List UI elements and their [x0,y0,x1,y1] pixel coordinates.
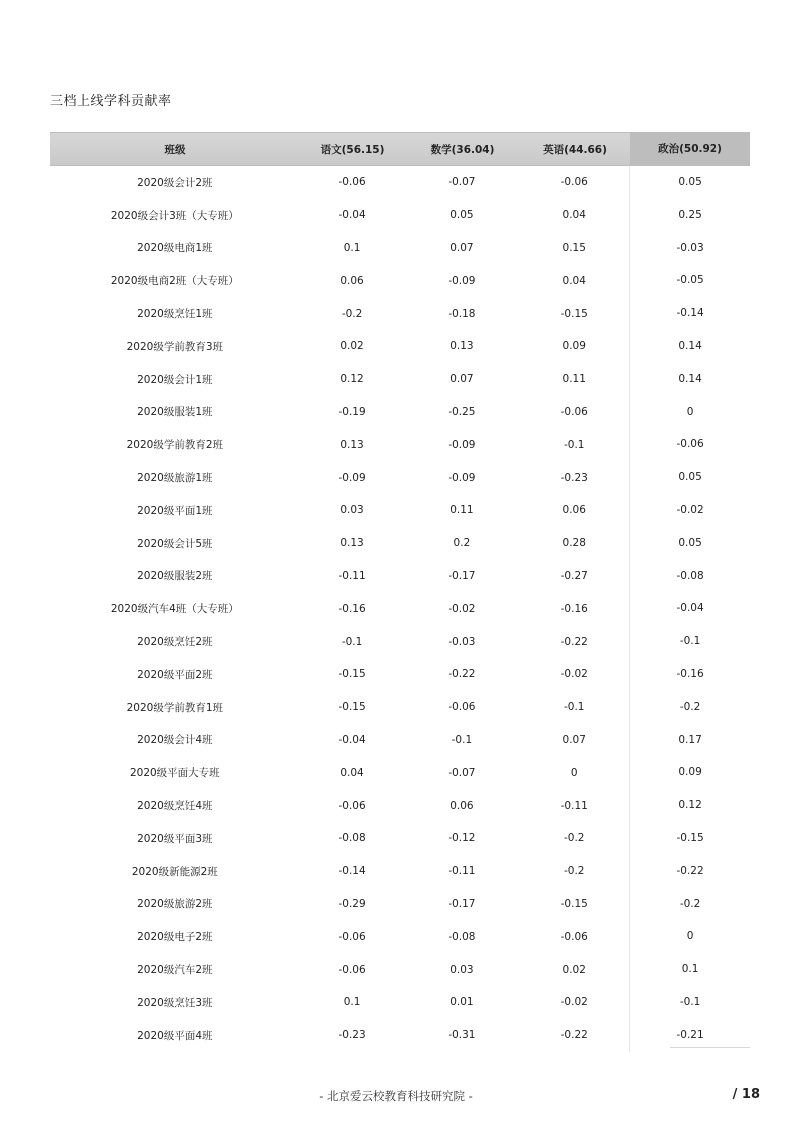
header-english: 英语(44.66) [543,143,607,156]
table-row [50,855,750,888]
politics-value: -0.22 [629,855,750,888]
table-row [50,396,750,429]
english-value: -0.27 [560,569,588,582]
table-row [50,920,750,953]
chinese-value: -0.15 [338,701,366,714]
chinese-value: -0.15 [338,668,366,681]
chinese-value: -0.08 [338,832,366,845]
table-row [50,691,750,724]
footer-text: - 北京爱云校教育科技研究院 - [319,1089,473,1103]
math-value: 0.13 [450,340,474,353]
politics-value: 0.09 [629,756,750,789]
politics-value: -0.15 [629,822,750,855]
english-value: 0.06 [562,504,586,517]
math-value: -0.07 [448,766,476,779]
class-name: 2020级汽车4班（大专班） [110,603,239,616]
english-value: -0.06 [560,930,588,943]
english-value: 0.07 [562,733,586,746]
math-value: -0.12 [448,832,476,845]
politics-value: -0.08 [629,560,750,593]
politics-value: 0.14 [629,363,750,396]
class-name: 2020级会计1班 [137,373,213,386]
politics-value: 0 [629,920,750,953]
chinese-value: 0.13 [340,438,364,451]
english-value: 0.15 [562,241,586,254]
table-row [50,658,750,691]
contribution-table [50,132,750,1052]
english-value: -0.2 [563,865,585,878]
table-row [50,953,750,986]
math-value: -0.17 [448,569,476,582]
chinese-value: 0.03 [340,504,364,517]
politics-value: -0.04 [629,592,750,625]
math-value: -0.17 [448,897,476,910]
math-value: 0.06 [450,799,474,812]
section-title: 三档上线学科贡献率 [50,94,172,109]
chinese-value: -0.2 [341,307,363,320]
english-value: 0.09 [562,340,586,353]
english-value: 0.04 [562,209,586,222]
chinese-value: -0.06 [338,930,366,943]
english-value: -0.1 [563,701,585,714]
class-name: 2020级平面4班 [137,1029,213,1042]
math-value: 0.07 [450,241,474,254]
english-value: -0.06 [560,405,588,418]
chinese-value: -0.09 [338,471,366,484]
class-name: 2020级学前教育2班 [126,439,224,452]
chinese-value: 0.12 [340,373,364,386]
table-row [50,166,750,199]
class-name: 2020级旅游2班 [137,898,213,911]
class-name: 2020级服装1班 [137,406,213,419]
english-value: -0.11 [560,799,588,812]
table-row [50,822,750,855]
politics-value: 0.05 [629,461,750,494]
politics-value: 0.12 [629,789,750,822]
class-name: 2020级电子2班 [137,931,213,944]
politics-value: -0.02 [629,494,750,527]
chinese-value: 0.1 [343,241,361,254]
class-name: 2020级平面1班 [137,504,213,517]
politics-value: -0.1 [629,625,750,658]
class-name: 2020级电商2班（大专班） [110,275,239,288]
politics-value: 0.05 [629,527,750,560]
politics-value: 0.17 [629,724,750,757]
politics-value: -0.05 [629,264,750,297]
politics-value: -0.14 [629,297,750,330]
chinese-value: -0.11 [338,569,366,582]
politics-value: -0.1 [629,986,750,1019]
politics-value: -0.06 [629,428,750,461]
table-row [50,461,750,494]
chinese-value: -0.29 [338,897,366,910]
table-row [50,625,750,658]
class-name: 2020级汽车2班 [137,964,213,977]
english-value: 0 [570,766,578,779]
table-row [50,199,750,232]
english-value: 0.11 [562,373,586,386]
math-value: -0.06 [448,701,476,714]
table-row [50,1019,750,1052]
english-value: -0.1 [563,438,585,451]
class-name: 2020级平面3班 [137,832,213,845]
class-name: 2020级烹饪1班 [137,308,213,321]
chinese-value: -0.1 [341,635,363,648]
class-name: 2020级会计3班（大专班） [110,209,239,222]
chinese-value: -0.23 [338,1029,366,1042]
math-value: -0.31 [448,1029,476,1042]
table-row [50,363,750,396]
header-math: 数学(36.04) [430,143,495,156]
math-value: -0.08 [448,930,476,943]
table-row [50,592,750,625]
table-row [50,560,750,593]
politics-value: 0.25 [629,199,750,232]
english-value: 0.02 [562,963,586,976]
chinese-value: -0.06 [338,176,366,189]
table-row [50,986,750,1019]
class-name: 2020级学前教育1班 [126,701,224,714]
header-chinese: 语文(56.15) [320,143,385,156]
english-value: -0.15 [560,307,588,320]
class-name: 2020级平面大专班 [129,767,220,780]
politics-value: -0.2 [629,888,750,921]
math-value: 0.07 [450,373,474,386]
table-row [50,297,750,330]
table-row [50,527,750,560]
table-row [50,494,750,527]
math-value: -0.02 [448,602,476,615]
politics-value: 0.1 [629,953,750,986]
chinese-value: -0.14 [338,865,366,878]
class-name: 2020级会计2班 [137,176,213,189]
chinese-value: 0.04 [340,766,364,779]
chinese-value: -0.19 [338,405,366,418]
class-name: 2020级新能源2班 [131,865,218,878]
math-value: -0.09 [448,274,476,287]
english-value: 0.04 [562,274,586,287]
english-value: -0.2 [563,832,585,845]
chinese-value: -0.16 [338,602,366,615]
class-name: 2020级烹饪4班 [137,800,213,813]
politics-value: 0 [629,396,750,429]
class-name: 2020级会计5班 [137,537,213,550]
math-value: -0.09 [448,471,476,484]
class-name: 2020级服装2班 [137,570,213,583]
politics-value: -0.03 [629,232,750,265]
class-name: 2020级烹饪3班 [137,996,213,1009]
math-value: -0.09 [448,438,476,451]
english-value: -0.23 [560,471,588,484]
politics-value: 0.14 [629,330,750,363]
table-row [50,724,750,757]
table-row [50,428,750,461]
chinese-value: -0.06 [338,963,366,976]
math-value: -0.1 [451,733,473,746]
english-value: -0.06 [560,176,588,189]
politics-value: 0.05 [629,166,750,199]
math-value: -0.25 [448,405,476,418]
chinese-value: -0.04 [338,733,366,746]
class-name: 2020级旅游1班 [137,472,213,485]
table-row [50,330,750,363]
table-row [50,756,750,789]
table-header [50,132,750,166]
math-value: -0.18 [448,307,476,320]
table-row [50,789,750,822]
math-value: -0.07 [448,176,476,189]
math-value: 0.03 [450,963,474,976]
chinese-value: -0.06 [338,799,366,812]
chinese-value: 0.13 [340,537,364,550]
politics-value: -0.21 [629,1019,750,1052]
table-row [50,264,750,297]
header-class: 班级 [164,143,186,156]
english-value: -0.15 [560,897,588,910]
politics-value: -0.2 [629,691,750,724]
math-value: -0.03 [448,635,476,648]
class-name: 2020级电商1班 [137,242,213,255]
math-value: 0.01 [450,996,474,1009]
class-name: 2020级会计4班 [137,734,213,747]
math-value: 0.05 [450,209,474,222]
class-name: 2020级学前教育3班 [126,340,224,353]
table-row [50,888,750,921]
divider [670,1047,750,1048]
table-row [50,232,750,265]
english-value: -0.02 [560,668,588,681]
english-value: -0.16 [560,602,588,615]
english-value: 0.28 [562,537,586,550]
english-value: -0.22 [560,1029,588,1042]
math-value: 0.11 [450,504,474,517]
chinese-value: 0.06 [340,274,364,287]
politics-value: -0.16 [629,658,750,691]
class-name: 2020级平面2班 [137,668,213,681]
header-politics: 政治(50.92) [630,133,750,165]
chinese-value: -0.04 [338,209,366,222]
chinese-value: 0.1 [343,996,361,1009]
math-value: 0.2 [453,537,471,550]
english-value: -0.02 [560,996,588,1009]
english-value: -0.22 [560,635,588,648]
chinese-value: 0.02 [340,340,364,353]
math-value: -0.11 [448,865,476,878]
table-body [50,166,750,1052]
page-number: / 18 [732,1087,760,1102]
math-value: -0.22 [448,668,476,681]
class-name: 2020级烹饪2班 [137,636,213,649]
